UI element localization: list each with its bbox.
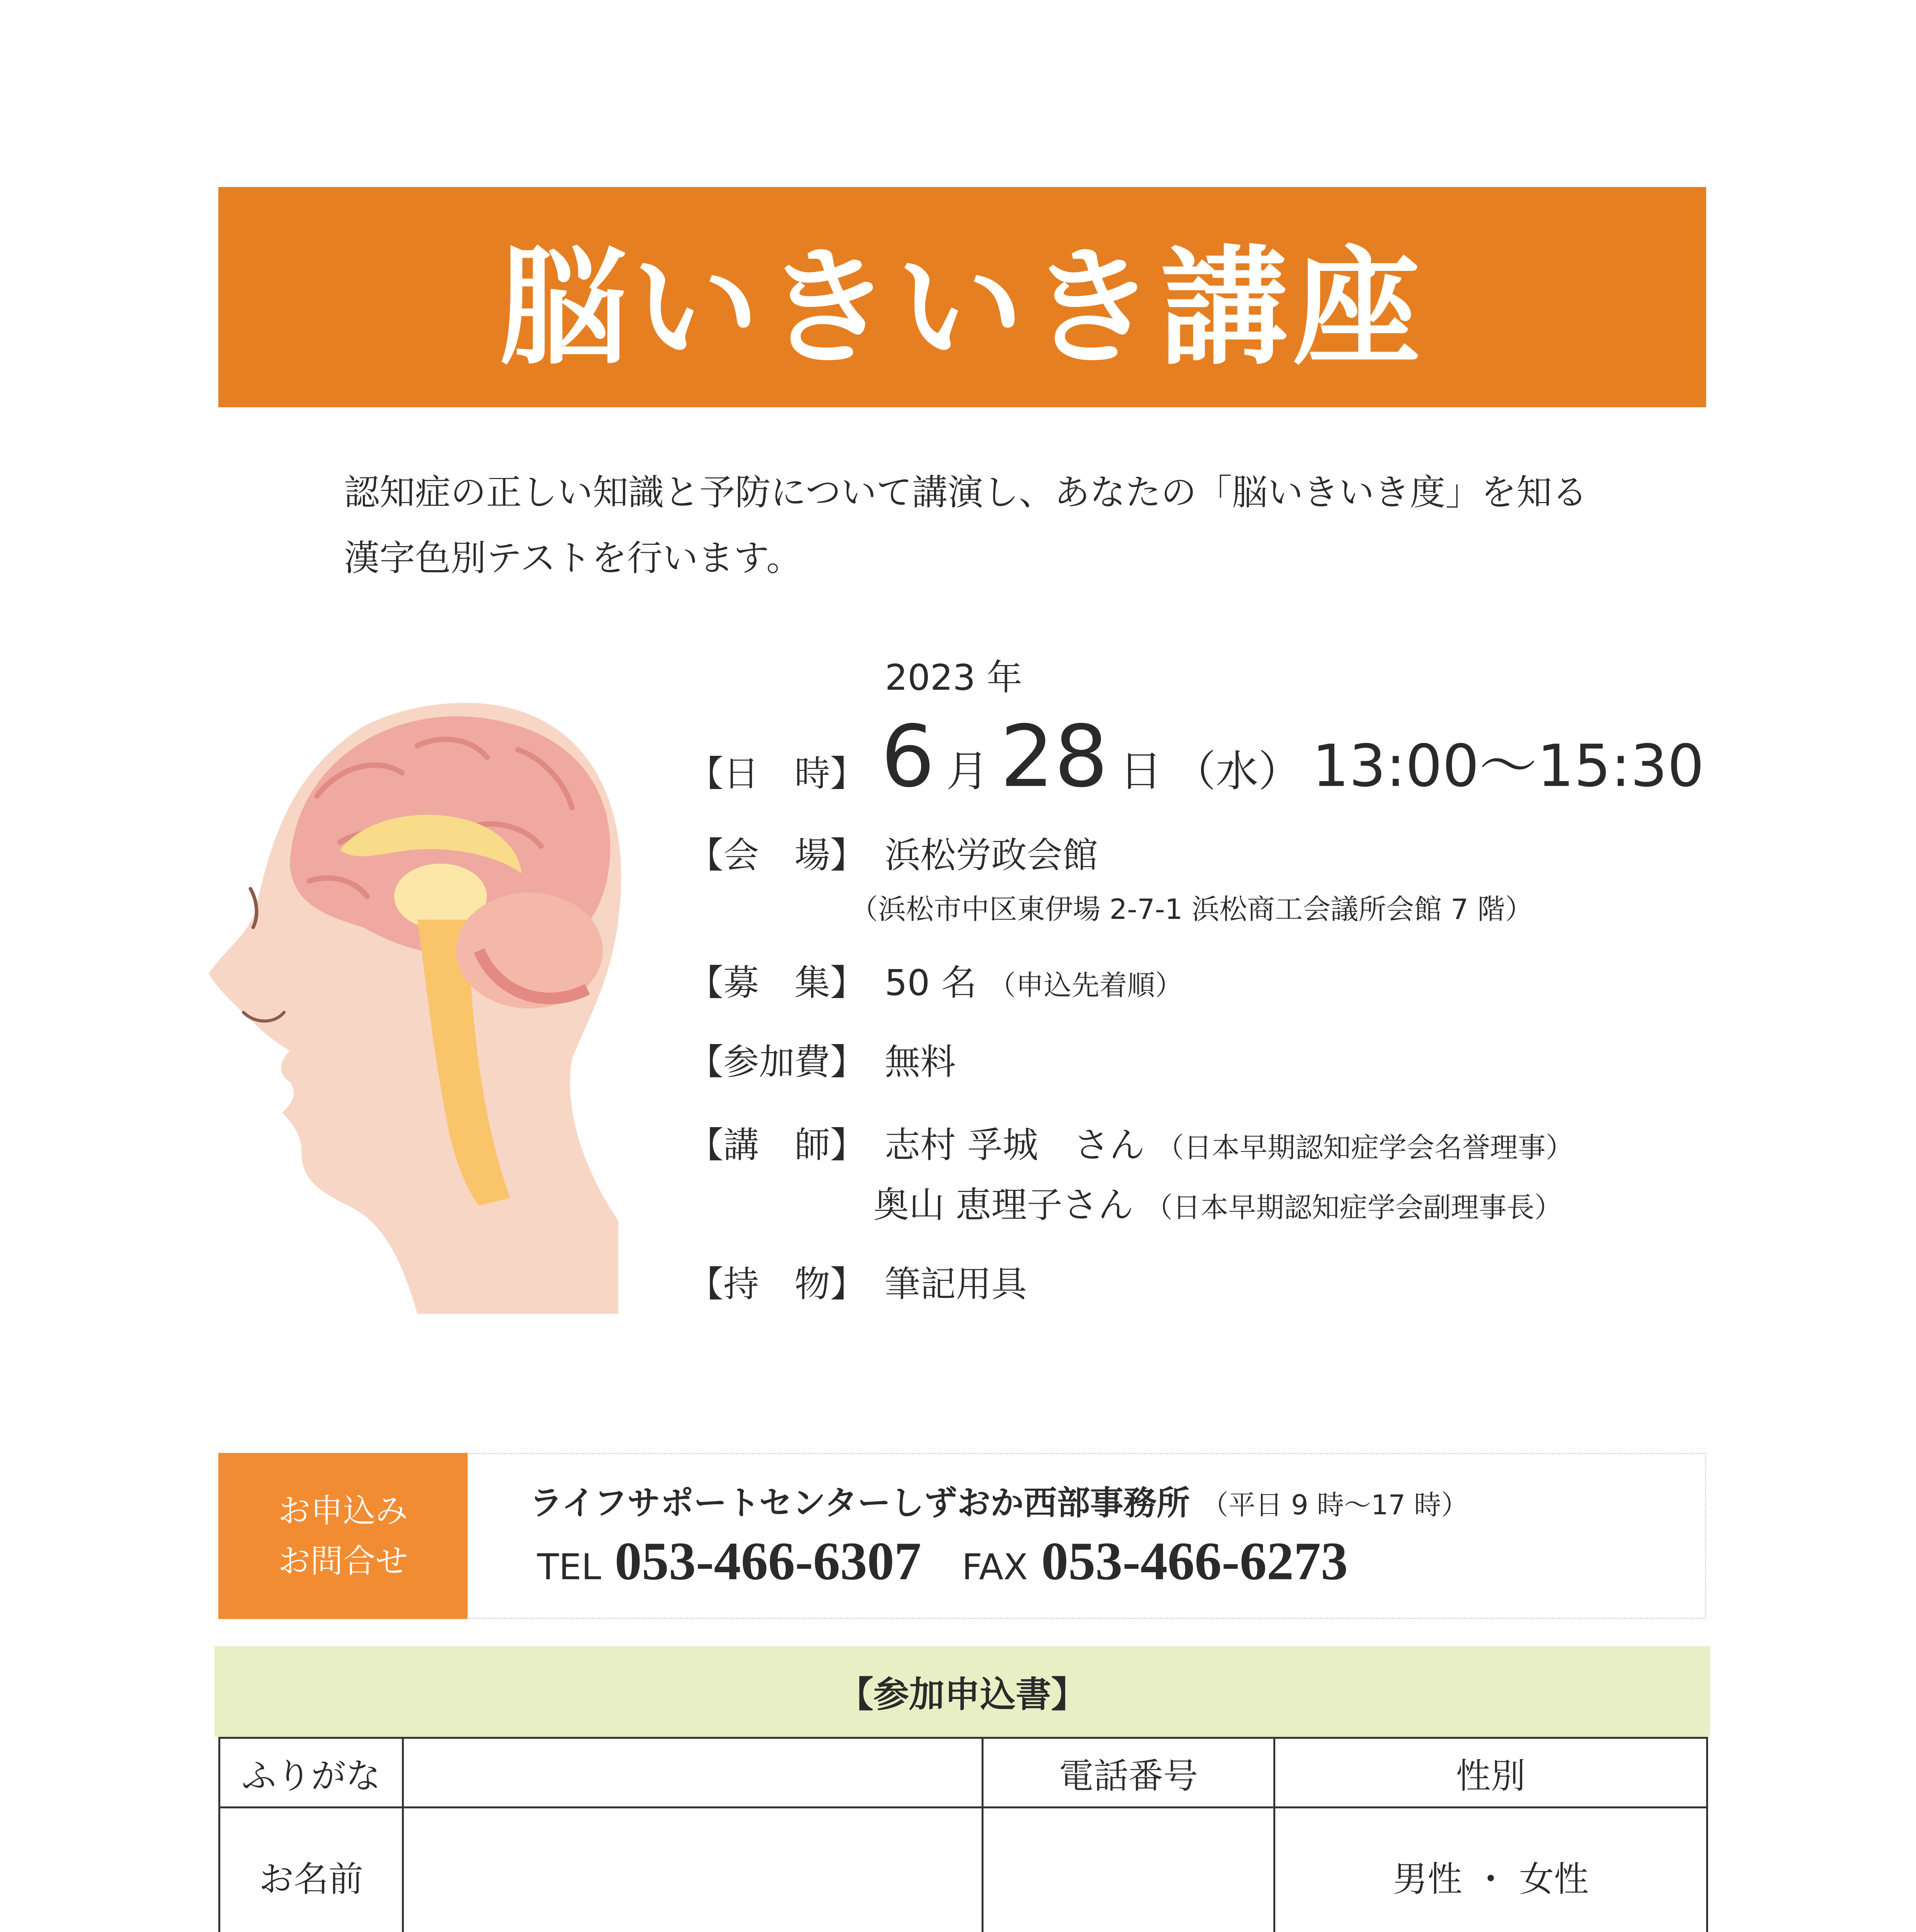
capacity-note: （申込先着順） xyxy=(988,969,1183,1002)
tel-label: TEL xyxy=(537,1546,601,1588)
items-row xyxy=(688,1256,1027,1307)
application-form xyxy=(218,1737,1708,1932)
title-banner xyxy=(218,187,1706,407)
gender-options[interactable]: 男性 ・ 女性 xyxy=(1274,1808,1707,1932)
event-date-row xyxy=(688,707,1704,806)
capacity-label: 【募 集】 xyxy=(688,962,866,1003)
contact-phone-row xyxy=(537,1530,1348,1592)
name-label: お名前 xyxy=(220,1808,403,1932)
lecturer-1-title: （日本早期認知症学会名誉理事） xyxy=(1156,1131,1574,1164)
lecturer-2-name: 奥山 恵理子さん xyxy=(873,1184,1134,1226)
fee-row xyxy=(688,1034,956,1085)
items-value: 筆記用具 xyxy=(885,1264,1027,1305)
page-title: 脳いきいき講座 xyxy=(500,234,1425,382)
date-label: 【日 時】 xyxy=(688,753,866,794)
contact-org: ライフサポートセンターしずおか西部事務所 xyxy=(529,1484,1190,1522)
intro-line-2: 漢字色別テストを行います。 xyxy=(344,537,802,579)
event-year: 2023 年 xyxy=(885,657,1023,698)
event-day: 28 xyxy=(1000,707,1108,806)
contact-label xyxy=(218,1453,468,1619)
furigana-label: ふりがな xyxy=(220,1738,403,1808)
phone-field[interactable] xyxy=(983,1808,1274,1932)
form-title: 【参加申込書】 xyxy=(214,1646,1710,1737)
contact-org-row xyxy=(529,1476,1468,1524)
venue-name: 浜松労政会館 xyxy=(885,835,1098,876)
capacity-value: 50 名 xyxy=(885,962,977,1003)
fax-label: FAX xyxy=(962,1546,1028,1588)
intro-line-1: 認知症の正しい知識と予防について講演し、あなたの「脳いきいき度」を知る xyxy=(344,472,1588,513)
furigana-field[interactable] xyxy=(403,1738,983,1808)
contact-label-line-2: お問合せ xyxy=(278,1542,408,1580)
phone-label: 電話番号 xyxy=(983,1738,1274,1808)
fee-value: 無料 xyxy=(885,1041,956,1083)
lecturer-label: 【講 師】 xyxy=(688,1124,866,1166)
gender-label: 性別 xyxy=(1274,1738,1707,1808)
name-field[interactable] xyxy=(403,1808,983,1932)
contact-label-line-1: お申込み xyxy=(278,1492,408,1530)
venue-row xyxy=(688,827,1098,878)
brain-head-illustration xyxy=(201,680,642,1314)
fax-number: 053-466-6273 xyxy=(1041,1531,1348,1591)
event-time: 13:00～15:30 xyxy=(1312,733,1704,800)
lecturer-2-title: （日本早期認知症学会副理事長） xyxy=(1145,1191,1562,1224)
capacity-row xyxy=(688,954,1183,1005)
items-label: 【持 物】 xyxy=(688,1264,866,1305)
lecturer-row-1 xyxy=(688,1117,1574,1168)
tel-number: 053-466-6307 xyxy=(614,1531,921,1591)
event-month: 6 xyxy=(881,707,935,806)
month-unit: 月 xyxy=(946,747,989,796)
lecturer-row-2 xyxy=(873,1177,1562,1228)
contact-hours: （平日 9 時～17 時） xyxy=(1201,1489,1468,1521)
fee-label: 【参加費】 xyxy=(688,1041,866,1083)
venue-address: （浜松市中区東伊場 2-7-1 浜松商工会議所会館 7 階） xyxy=(850,893,1533,925)
intro-text xyxy=(344,460,1696,591)
event-weekday: （水） xyxy=(1173,747,1301,796)
day-unit: 日 xyxy=(1119,747,1162,796)
venue-label: 【会 場】 xyxy=(688,835,866,876)
lecturer-1-name: 志村 孚城 さん xyxy=(885,1124,1145,1166)
